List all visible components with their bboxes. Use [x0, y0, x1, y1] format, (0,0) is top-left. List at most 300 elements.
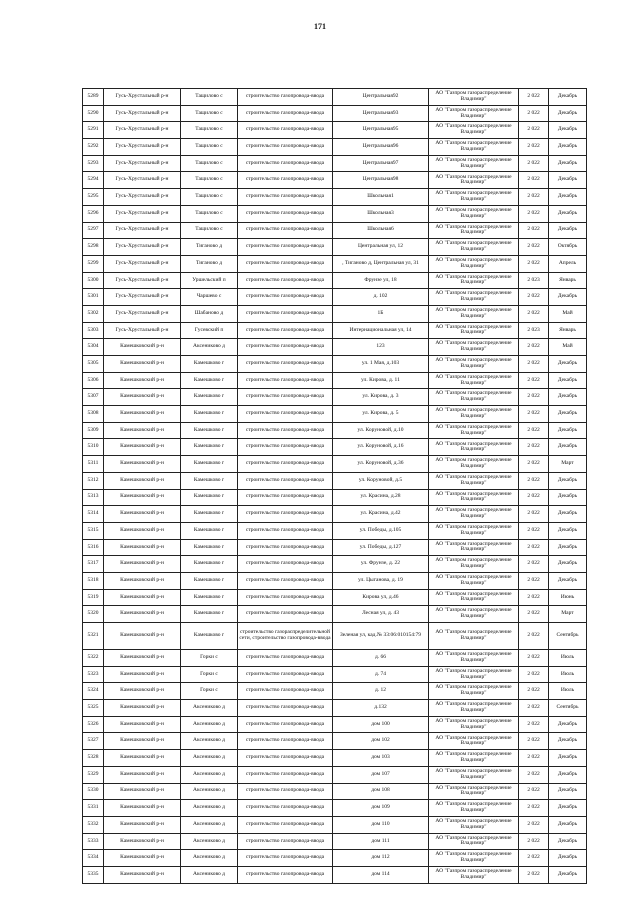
cell-address: Центральная97 [333, 155, 429, 172]
cell-district: Камешковский р-н [104, 623, 181, 650]
cell-address: 123 [333, 339, 429, 356]
cell-organization: АО "Газпром газораспределение Владимир" [429, 272, 519, 289]
cell-month: Декабрь [549, 783, 587, 800]
cell-number: 5317 [83, 556, 104, 573]
cell-locality: Камешково г [181, 406, 238, 423]
cell-month: Декабрь [549, 189, 587, 206]
cell-number: 5328 [83, 750, 104, 767]
cell-year: 2 022 [519, 222, 549, 239]
cell-district: Камешковский р-н [104, 606, 181, 623]
cell-locality: Тиганово д [181, 239, 238, 256]
cell-locality: Аксениково д [181, 866, 238, 883]
cell-work-type: строительство газопровода-ввода [238, 456, 333, 473]
cell-year: 2 022 [519, 305, 549, 322]
cell-number: 5304 [83, 339, 104, 356]
cell-work-type: строительство газопровода-ввода [238, 205, 333, 222]
cell-address: ул. Победы, д.105 [333, 522, 429, 539]
cell-work-type: строительство газопровода-ввода [238, 866, 333, 883]
cell-year: 2 022 [519, 733, 549, 750]
cell-organization: АО "Газпром газораспределение Владимир" [429, 489, 519, 506]
cell-address: д. 66 [333, 650, 429, 667]
cell-year: 2 022 [519, 406, 549, 423]
cell-month: Декабрь [549, 850, 587, 867]
cell-address: д.132 [333, 700, 429, 717]
table-row [83, 700, 587, 717]
cell-district: Камешковский р-н [104, 800, 181, 817]
cell-month: Октябрь [549, 239, 587, 256]
cell-work-type: строительство газопровода-ввода [238, 666, 333, 683]
cell-district: Гусь-Хрустальный р-н [104, 155, 181, 172]
cell-district: Гусь-Хрустальный р-н [104, 172, 181, 189]
cell-work-type: строительство газопровода-ввода [238, 339, 333, 356]
cell-organization: АО "Газпром газораспределение Владимир" [429, 122, 519, 139]
cell-month: Декабрь [549, 833, 587, 850]
cell-district: Камешковский р-н [104, 783, 181, 800]
cell-year: 2 022 [519, 683, 549, 700]
table-row [83, 623, 587, 650]
cell-work-type: строительство газопровода-ввода [238, 650, 333, 667]
cell-address: дом 114 [333, 866, 429, 883]
cell-year: 2 022 [519, 239, 549, 256]
cell-year: 2 022 [519, 356, 549, 373]
cell-work-type: строительство газопровода-ввода [238, 406, 333, 423]
table-row [83, 572, 587, 589]
cell-district: Гусь-Хрустальный р-н [104, 239, 181, 256]
cell-year: 2 022 [519, 800, 549, 817]
cell-locality: Тащилово с [181, 155, 238, 172]
cell-address: Центральная95 [333, 122, 429, 139]
cell-work-type: строительство газопровода-ввода [238, 255, 333, 272]
cell-locality: Тащилово с [181, 89, 238, 106]
cell-month: Декабрь [549, 733, 587, 750]
table-row [83, 356, 587, 373]
cell-month: Декабрь [549, 472, 587, 489]
cell-month: Декабрь [549, 716, 587, 733]
cell-work-type: строительство газопровода-ввода [238, 239, 333, 256]
cell-organization: АО "Газпром газораспределение Владимир" [429, 339, 519, 356]
cell-month: Март [549, 606, 587, 623]
cell-district: Камешковский р-н [104, 750, 181, 767]
cell-month: Декабрь [549, 816, 587, 833]
cell-number: 5311 [83, 456, 104, 473]
cell-number: 5290 [83, 105, 104, 122]
cell-address: дом 103 [333, 750, 429, 767]
cell-address: ул. Коруновой, д.5 [333, 472, 429, 489]
cell-organization: АО "Газпром газораспределение Владимир" [429, 716, 519, 733]
cell-month: Июль [549, 666, 587, 683]
cell-year: 2 022 [519, 155, 549, 172]
cell-year: 2 022 [519, 833, 549, 850]
table-row [83, 866, 587, 883]
cell-district: Гусь-Хрустальный р-н [104, 222, 181, 239]
cell-locality: Камешково г [181, 589, 238, 606]
cell-number: 5305 [83, 356, 104, 373]
cell-locality: Камешково г [181, 539, 238, 556]
cell-month: Декабрь [549, 750, 587, 767]
cell-year: 2 022 [519, 289, 549, 306]
cell-number: 5312 [83, 472, 104, 489]
cell-month: Декабрь [549, 155, 587, 172]
cell-address: Центральная93 [333, 105, 429, 122]
cell-number: 5310 [83, 439, 104, 456]
table-row [83, 650, 587, 667]
cell-district: Камешковский р-н [104, 539, 181, 556]
cell-year: 2 022 [519, 522, 549, 539]
cell-address: ул. Кирова, д. 3 [333, 389, 429, 406]
cell-district: Камешковский р-н [104, 456, 181, 473]
cell-month: Июнь [549, 589, 587, 606]
cell-work-type: строительство газопровода-ввода [238, 750, 333, 767]
cell-number: 5301 [83, 289, 104, 306]
cell-work-type: строительство газопровода-ввода [238, 155, 333, 172]
cell-locality: Тащилово с [181, 205, 238, 222]
table-row [83, 305, 587, 322]
table-row [83, 89, 587, 106]
cell-district: Камешковский р-н [104, 572, 181, 589]
cell-number: 5303 [83, 322, 104, 339]
cell-work-type: строительство газопровода-ввода [238, 122, 333, 139]
cell-number: 5322 [83, 650, 104, 667]
cell-address: ул. Коруновой, д.36 [333, 456, 429, 473]
cell-district: Камешковский р-н [104, 356, 181, 373]
cell-address: ул. Победы, д.127 [333, 539, 429, 556]
cell-year: 2 023 [519, 322, 549, 339]
cell-year: 2 022 [519, 572, 549, 589]
cell-address: дом 111 [333, 833, 429, 850]
cell-number: 5297 [83, 222, 104, 239]
cell-organization: АО "Газпром газораспределение Владимир" [429, 866, 519, 883]
cell-locality: Аксениково д [181, 766, 238, 783]
cell-address: ул. Красина, д.42 [333, 506, 429, 523]
cell-work-type: строительство газопровода-ввода [238, 733, 333, 750]
cell-organization: АО "Газпром газораспределение Владимир" [429, 783, 519, 800]
cell-address: Школьная6 [333, 222, 429, 239]
cell-number: 5306 [83, 372, 104, 389]
table-row [83, 456, 587, 473]
cell-address: Лесная ул, д. 43 [333, 606, 429, 623]
cell-locality: Аксениково д [181, 733, 238, 750]
cell-district: Камешковский р-н [104, 472, 181, 489]
cell-month: Июль [549, 683, 587, 700]
cell-address: ул. 1 Мая, д.103 [333, 356, 429, 373]
table-row [83, 339, 587, 356]
cell-work-type: строительство газопровода-ввода [238, 272, 333, 289]
cell-locality: Аксениково д [181, 716, 238, 733]
cell-number: 5293 [83, 155, 104, 172]
cell-address: ул. Кирова, д. 11 [333, 372, 429, 389]
table-row [83, 122, 587, 139]
table-row [83, 589, 587, 606]
cell-number: 5320 [83, 606, 104, 623]
cell-number: 5326 [83, 716, 104, 733]
cell-work-type: строительство газопровода-ввода [238, 172, 333, 189]
cell-address: дом 112 [333, 850, 429, 867]
cell-organization: АО "Газпром газораспределение Владимир" [429, 205, 519, 222]
cell-organization: АО "Газпром газораспределение Владимир" [429, 456, 519, 473]
cell-locality: Тащилово с [181, 189, 238, 206]
cell-locality: Камешково г [181, 556, 238, 573]
cell-year: 2 022 [519, 606, 549, 623]
cell-work-type: строительство газопровода-ввода [238, 389, 333, 406]
cell-address: ул. Кирова, д. 5 [333, 406, 429, 423]
cell-work-type: строительство газопровода-ввода [238, 289, 333, 306]
cell-district: Гусь-Хрустальный р-н [104, 105, 181, 122]
cell-district: Камешковский р-н [104, 683, 181, 700]
cell-locality: Камешково г [181, 472, 238, 489]
cell-locality: Аксениково д [181, 816, 238, 833]
cell-locality: Тащилово с [181, 139, 238, 156]
cell-address: , Тиганово д, Центральная ул, 31 [333, 255, 429, 272]
cell-organization: АО "Газпром газораспределение Владимир" [429, 666, 519, 683]
cell-year: 2 022 [519, 372, 549, 389]
cell-district: Камешковский р-н [104, 650, 181, 667]
cell-work-type: строительство газопровода-ввода [238, 439, 333, 456]
cell-number: 5325 [83, 700, 104, 717]
table-row [83, 289, 587, 306]
cell-work-type: строительство газопровода-ввода [238, 105, 333, 122]
cell-organization: АО "Газпром газораспределение Владимир" [429, 556, 519, 573]
cell-organization: АО "Газпром газораспределение Владимир" [429, 750, 519, 767]
cell-number: 5292 [83, 139, 104, 156]
cell-number: 5298 [83, 239, 104, 256]
cell-month: Декабрь [549, 89, 587, 106]
cell-organization: АО "Газпром газораспределение Владимир" [429, 189, 519, 206]
cell-locality: Аксениково д [181, 339, 238, 356]
cell-year: 2 023 [519, 272, 549, 289]
table-row [83, 239, 587, 256]
table-row [83, 272, 587, 289]
cell-month: Сентябрь [549, 623, 587, 650]
cell-month: Декабрь [549, 172, 587, 189]
table-row [83, 172, 587, 189]
cell-address: Фрунзе ул, 18 [333, 272, 429, 289]
cell-number: 5314 [83, 506, 104, 523]
cell-number: 5299 [83, 255, 104, 272]
cell-work-type: строительство газопровода-ввода [238, 716, 333, 733]
cell-address: Интернациональная ул, 14 [333, 322, 429, 339]
cell-organization: АО "Газпром газораспределение Владимир" [429, 105, 519, 122]
cell-month: Декабрь [549, 205, 587, 222]
cell-address: Кирова ул, д.46 [333, 589, 429, 606]
cell-number: 5294 [83, 172, 104, 189]
cell-organization: АО "Газпром газораспределение Владимир" [429, 522, 519, 539]
cell-work-type: строительство газопровода-ввода [238, 606, 333, 623]
table-row [83, 322, 587, 339]
cell-locality: Камешково г [181, 572, 238, 589]
table-row [83, 139, 587, 156]
cell-work-type: строительство газопровода-ввода [238, 139, 333, 156]
cell-address: Зеленая ул, кад.№ 33:06:010154:79 [333, 623, 429, 650]
document-table [82, 88, 587, 884]
cell-locality: Аксениково д [181, 833, 238, 850]
cell-district: Гусь-Хрустальный р-н [104, 322, 181, 339]
cell-work-type: строительство газопровода-ввода [238, 850, 333, 867]
cell-organization: АО "Газпром газораспределение Владимир" [429, 850, 519, 867]
cell-address: дом 108 [333, 783, 429, 800]
cell-locality: Камешково г [181, 372, 238, 389]
cell-year: 2 022 [519, 139, 549, 156]
table-row [83, 816, 587, 833]
cell-number: 5316 [83, 539, 104, 556]
cell-year: 2 022 [519, 539, 549, 556]
cell-year: 2 022 [519, 389, 549, 406]
cell-district: Камешковский р-н [104, 556, 181, 573]
cell-locality: Тиганово д [181, 255, 238, 272]
cell-organization: АО "Газпром газораспределение Владимир" [429, 623, 519, 650]
cell-district: Камешковский р-н [104, 866, 181, 883]
cell-year: 2 022 [519, 556, 549, 573]
cell-locality: Камешково г [181, 522, 238, 539]
cell-work-type: строительство газопровода-ввода [238, 506, 333, 523]
table-row [83, 833, 587, 850]
cell-work-type: строительство газопровода-ввода [238, 816, 333, 833]
cell-work-type: строительство газопровода-ввода [238, 489, 333, 506]
cell-year: 2 022 [519, 816, 549, 833]
cell-work-type: строительство газопровода-ввода [238, 700, 333, 717]
cell-work-type: строительство газопровода-ввода [238, 305, 333, 322]
cell-work-type: строительство газопровода-ввода [238, 372, 333, 389]
cell-address: Центральная92 [333, 89, 429, 106]
cell-number: 5300 [83, 272, 104, 289]
cell-locality: Гусевский п [181, 322, 238, 339]
cell-address: Центральная96 [333, 139, 429, 156]
cell-year: 2 022 [519, 750, 549, 767]
cell-work-type: строительство газопровода-ввода [238, 556, 333, 573]
cell-year: 2 022 [519, 700, 549, 717]
cell-district: Гусь-Хрустальный р-н [104, 305, 181, 322]
cell-year: 2 022 [519, 866, 549, 883]
cell-district: Гусь-Хрустальный р-н [104, 189, 181, 206]
cell-locality: Аксениково д [181, 850, 238, 867]
cell-number: 5302 [83, 305, 104, 322]
cell-district: Камешковский р-н [104, 850, 181, 867]
cell-district: Гусь-Хрустальный р-н [104, 89, 181, 106]
cell-number: 5321 [83, 623, 104, 650]
cell-year: 2 022 [519, 472, 549, 489]
cell-locality: Аксениково д [181, 750, 238, 767]
cell-number: 5335 [83, 866, 104, 883]
table-row [83, 406, 587, 423]
cell-locality: Тащилово с [181, 122, 238, 139]
cell-organization: АО "Газпром газораспределение Владимир" [429, 406, 519, 423]
cell-month: Март [549, 456, 587, 473]
cell-number: 5315 [83, 522, 104, 539]
cell-district: Камешковский р-н [104, 766, 181, 783]
cell-district: Камешковский р-н [104, 389, 181, 406]
cell-district: Камешковский р-н [104, 372, 181, 389]
cell-work-type: строительство газопровода-ввода [238, 356, 333, 373]
cell-month: Январь [549, 272, 587, 289]
cell-work-type: строительство газопровода-ввода [238, 766, 333, 783]
cell-locality: Аксениково д [181, 800, 238, 817]
table-row [83, 783, 587, 800]
cell-work-type: строительство газопровода-ввода [238, 189, 333, 206]
cell-district: Гусь-Хрустальный р-н [104, 122, 181, 139]
cell-month: Декабрь [549, 556, 587, 573]
cell-work-type: строительство газопровода-ввода [238, 422, 333, 439]
cell-address: ул. Коруновой, д.16 [333, 439, 429, 456]
cell-organization: АО "Газпром газораспределение Владимир" [429, 155, 519, 172]
cell-organization: АО "Газпром газораспределение Владимир" [429, 239, 519, 256]
cell-number: 5318 [83, 572, 104, 589]
table-row [83, 733, 587, 750]
cell-number: 5307 [83, 389, 104, 406]
cell-district: Гусь-Хрустальный р-н [104, 289, 181, 306]
cell-organization: АО "Газпром газораспределение Владимир" [429, 539, 519, 556]
cell-organization: АО "Газпром газораспределение Владимир" [429, 389, 519, 406]
cell-number: 5323 [83, 666, 104, 683]
table-row [83, 556, 587, 573]
cell-month: Декабрь [549, 866, 587, 883]
cell-address: Школьная3 [333, 205, 429, 222]
table-row [83, 222, 587, 239]
cell-address: дом 100 [333, 716, 429, 733]
cell-year: 2 022 [519, 339, 549, 356]
cell-work-type: строительство газопровода-ввода [238, 89, 333, 106]
cell-work-type: строительство газопровода-ввода [238, 222, 333, 239]
cell-district: Камешковский р-н [104, 733, 181, 750]
table-row [83, 606, 587, 623]
cell-organization: АО "Газпром газораспределение Владимир" [429, 572, 519, 589]
cell-number: 5331 [83, 800, 104, 817]
cell-locality: Аксениково д [181, 783, 238, 800]
cell-month: Декабрь [549, 372, 587, 389]
cell-organization: АО "Газпром газораспределение Владимир" [429, 766, 519, 783]
cell-month: Сентябрь [549, 700, 587, 717]
cell-organization: АО "Газпром газораспределение Владимир" [429, 356, 519, 373]
cell-organization: АО "Газпром газораспределение Владимир" [429, 372, 519, 389]
cell-address: ул. Цыганова, д. 19 [333, 572, 429, 589]
cell-organization: АО "Газпром газораспределение Владимир" [429, 89, 519, 106]
table-row [83, 666, 587, 683]
cell-address: ул. Коруновой, д.10 [333, 422, 429, 439]
cell-number: 5296 [83, 205, 104, 222]
cell-work-type: строительство газопровода-ввода [238, 472, 333, 489]
cell-organization: АО "Газпром газораспределение Владимир" [429, 733, 519, 750]
cell-year: 2 022 [519, 205, 549, 222]
table-row [83, 750, 587, 767]
cell-month: Декабрь [549, 222, 587, 239]
cell-month: Июль [549, 650, 587, 667]
cell-month: Май [549, 339, 587, 356]
cell-month: Декабрь [549, 289, 587, 306]
cell-month: Декабрь [549, 506, 587, 523]
cell-work-type: строительство газопровода-ввода [238, 783, 333, 800]
cell-work-type: строительство газопровода-ввода [238, 322, 333, 339]
cell-organization: АО "Газпром газораспределение Владимир" [429, 289, 519, 306]
cell-work-type: строительство газопровода-ввода [238, 683, 333, 700]
table-row [83, 489, 587, 506]
cell-locality: Шабаново д [181, 305, 238, 322]
cell-number: 5330 [83, 783, 104, 800]
table-row [83, 800, 587, 817]
cell-organization: АО "Газпром газораспределение Владимир" [429, 606, 519, 623]
cell-year: 2 022 [519, 456, 549, 473]
cell-work-type: строительство газопровода-ввода [238, 572, 333, 589]
cell-year: 2 022 [519, 666, 549, 683]
cell-number: 5334 [83, 850, 104, 867]
cell-number: 5329 [83, 766, 104, 783]
table-row [83, 422, 587, 439]
cell-month: Декабрь [549, 800, 587, 817]
cell-organization: АО "Газпром газораспределение Владимир" [429, 322, 519, 339]
cell-locality: Горки с [181, 683, 238, 700]
cell-number: 5333 [83, 833, 104, 850]
cell-locality: Камешково г [181, 606, 238, 623]
cell-district: Камешковский р-н [104, 506, 181, 523]
cell-locality: Камешково г [181, 422, 238, 439]
cell-month: Декабрь [549, 766, 587, 783]
